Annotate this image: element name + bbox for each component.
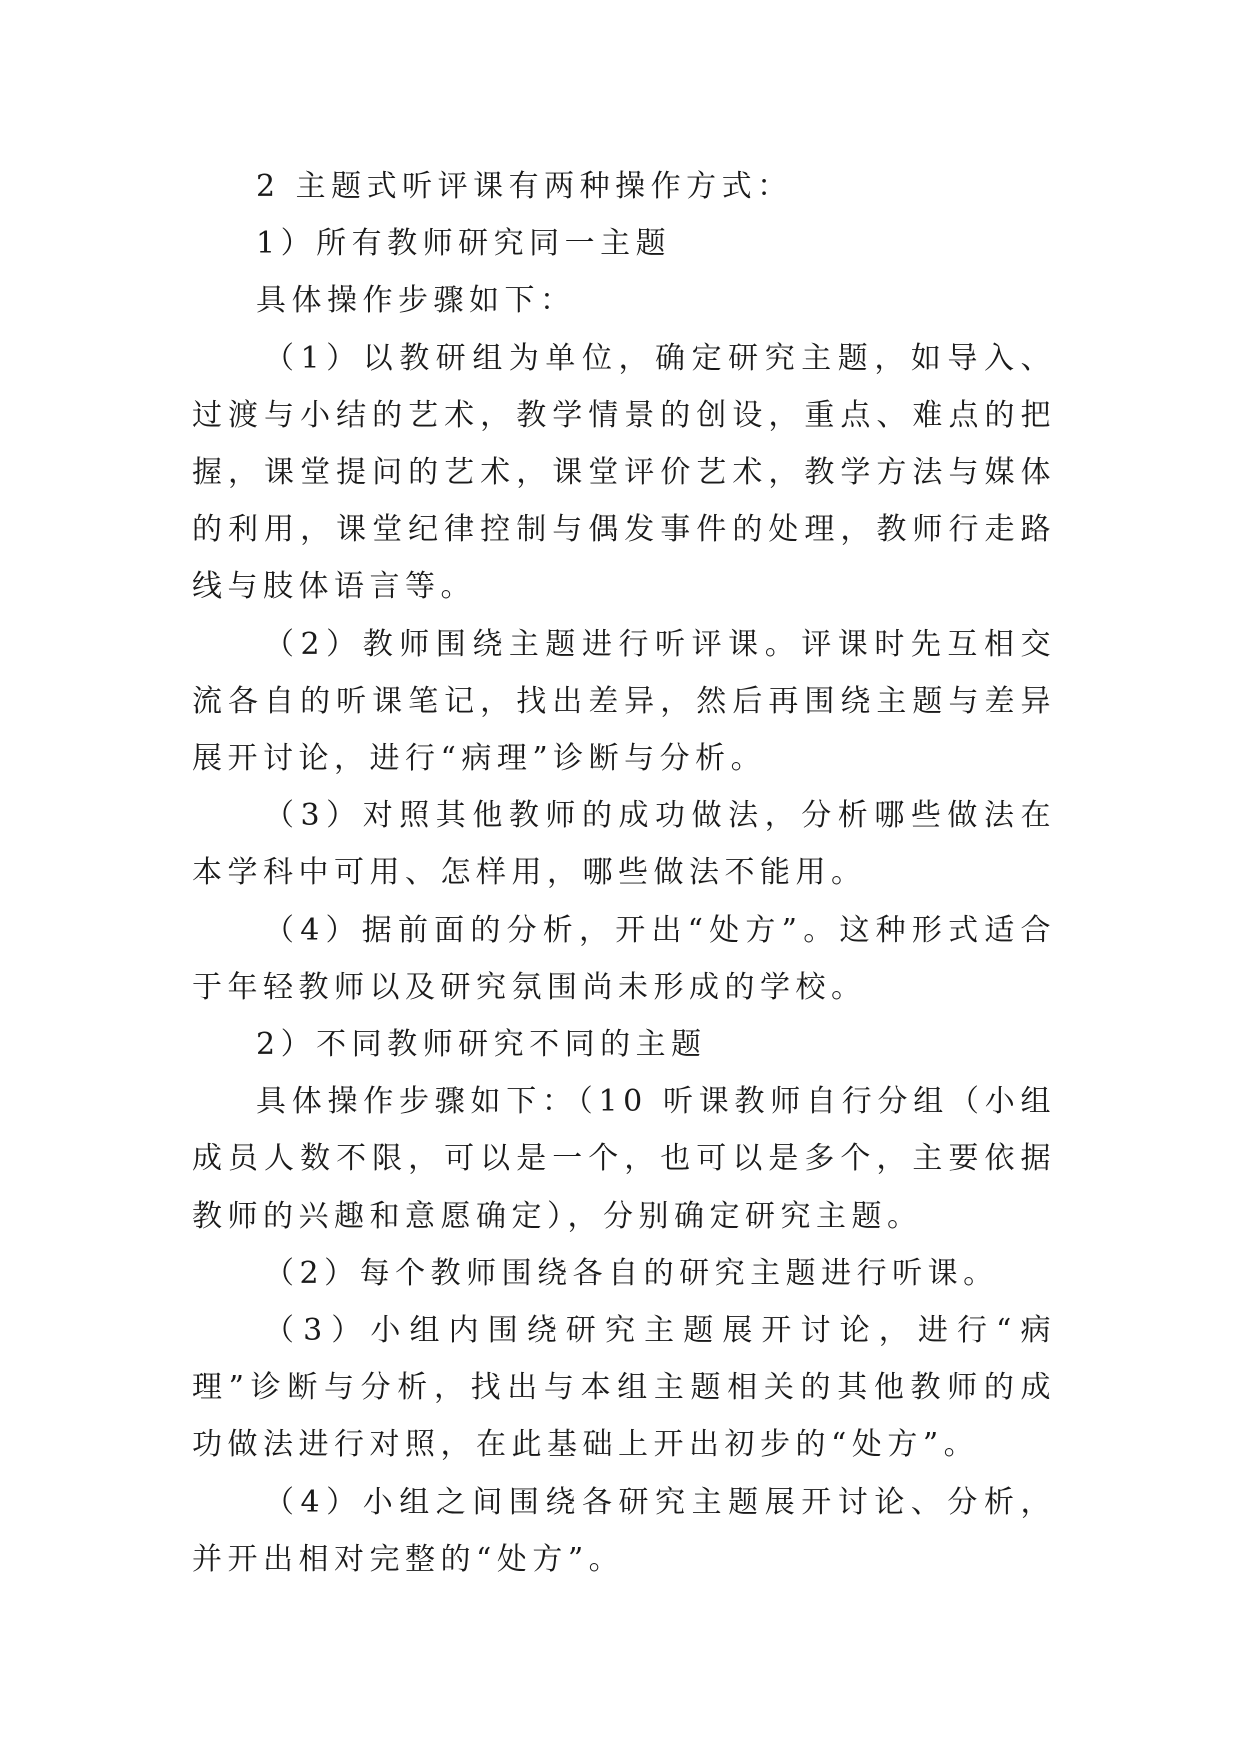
step-paragraph: （3）对照其他教师的成功做法，分析哪些做法在本学科中可用、怎样用，哪些做法不能用。 <box>192 798 1056 891</box>
subsection-heading: 1）所有教师研究同一主题 <box>256 226 672 262</box>
step-paragraph: （4）小组之间围绕各研究主题展开讨论、分析，并开出相对完整的“处方”。 <box>192 1484 1056 1577</box>
subsection-heading: 2）不同教师研究不同的主题 <box>256 1027 707 1063</box>
section-heading: 2 主题式听评课有两种操作方式： <box>256 169 793 204</box>
step-paragraph: （3）小组内围绕研究主题展开讨论，进行“病理”诊断与分析，找出与本组主题相关的其他教师的成功做法进行对照，在此基础上开出初步的“处方”。 <box>192 1313 1056 1463</box>
step-paragraph: （2）教师围绕主题进行听评课。评课时先互相交流各自的听课笔记，找出差异，然后再围绕主题与差异展开讨论，进行“病理”诊断与分析。 <box>192 626 1056 777</box>
step-paragraph: （2）每个教师围绕各自的研究主题进行听课。 <box>264 1255 999 1291</box>
step-paragraph: （4）据前面的分析，开出“处方”。这种形式适合于年轻教师以及研究氛围尚未形成的学校。 <box>192 912 1056 1005</box>
step-paragraph: （1）以教研组为单位，确定研究主题，如导入、过渡与小结的艺术，教学情景的创设，重点、难点的把握，课堂提问的艺术，课堂评价艺术，教学方法与媒体的利用，课堂纪律控制与偶发事件的处理，教师行走路线与肢体语言等。 <box>192 340 1056 605</box>
steps-intro: 具体操作步骤如下： <box>256 283 576 319</box>
document-body <box>192 158 1056 1588</box>
steps-intro: 具体操作步骤如下：（10 听课教师自行分组（小组成员人数不限，可以是一个，也可以是多个，主要依据教师的兴趣和意愿确定），分别确定研究主题。 <box>192 1084 1056 1234</box>
